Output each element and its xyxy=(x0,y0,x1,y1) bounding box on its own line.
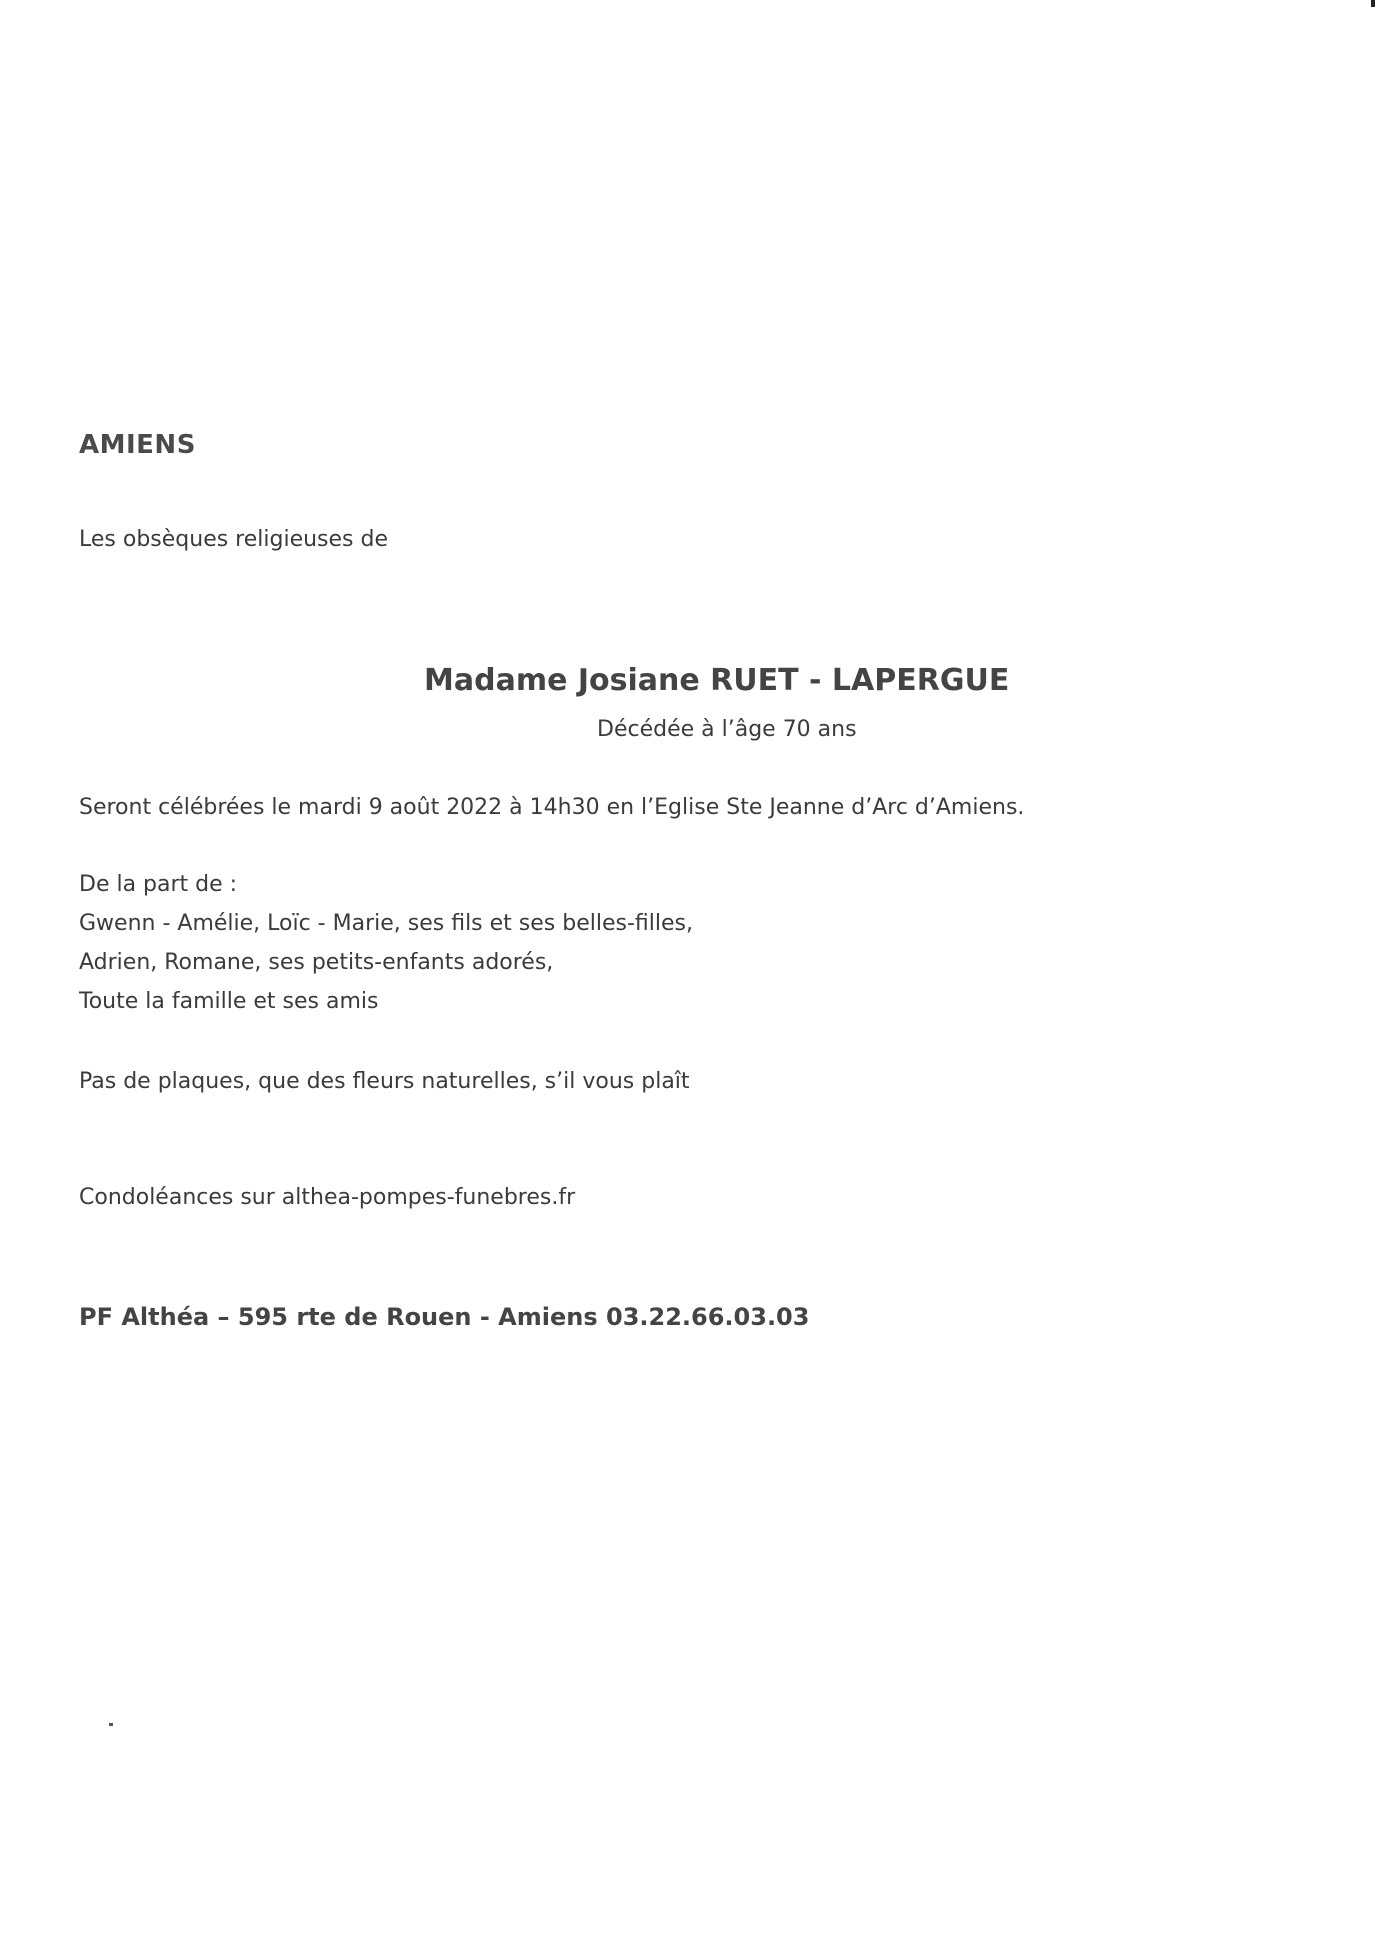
from-label: De la part de : xyxy=(79,872,238,897)
ceremony-details: Seront célébrées le mardi 9 août 2022 à 14h30 en l’Eglise Ste Jeanne d’Arc d’Amiens. xyxy=(79,795,1025,820)
city-heading: AMIENS xyxy=(79,430,196,460)
age-line: Décédée à l’âge 70 ans xyxy=(597,717,857,742)
family-line-3: Toute la famille et ses amis xyxy=(79,989,379,1014)
condolences-text: Condoléances sur althea-pompes-funebres.fr xyxy=(79,1185,576,1210)
scan-dot xyxy=(109,1723,113,1726)
family-line-2: Adrien, Romane, ses petits-enfants adorés, xyxy=(79,950,554,975)
funeral-home-contact: PF Althéa – 595 rte de Rouen - Amiens 03.22.66.03.03 xyxy=(79,1303,810,1331)
family-line-1: Gwenn - Amélie, Loïc - Marie, ses fils et ses belles-filles, xyxy=(79,911,693,936)
intro-text: Les obsèques religieuses de xyxy=(79,527,389,552)
flowers-note: Pas de plaques, que des fleurs naturelles, s’il vous plaît xyxy=(79,1069,690,1094)
scan-mark xyxy=(1371,0,1375,7)
deceased-name: Madame Josiane RUET - LAPERGUE xyxy=(424,663,1010,698)
